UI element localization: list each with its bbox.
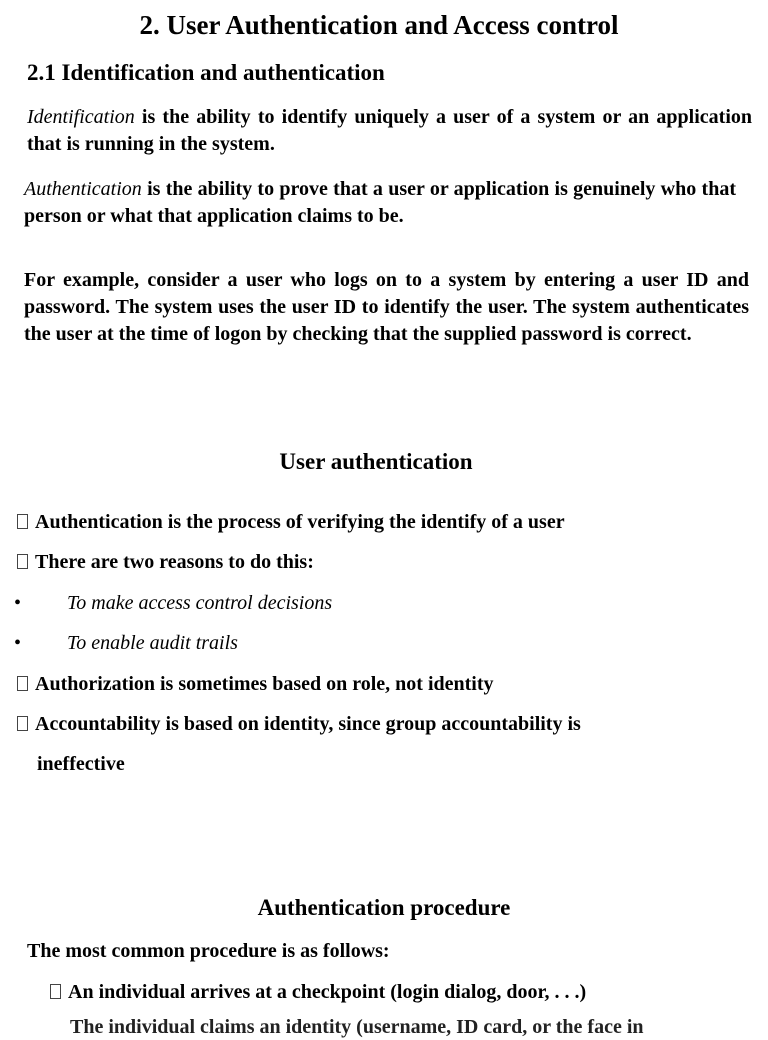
checkbox-bullet-icon	[17, 716, 28, 731]
authentication-text: is the ability to prove that a user or application is genuinely who that person or what that application claims to be.	[24, 178, 736, 227]
list-item-continuation: ineffective	[37, 753, 125, 775]
section-title-authentication-procedure: Authentication procedure	[257, 895, 511, 920]
checkbox-bullet-icon	[17, 514, 28, 529]
authentication-term: Authentication	[24, 178, 142, 200]
page-title: 2. User Authentication and Access control	[139, 10, 619, 40]
checkbox-bullet-icon	[17, 554, 28, 569]
section-title-user-authentication: User authentication	[279, 449, 473, 474]
dot-bullet-icon: •	[14, 592, 22, 614]
authentication-paragraph	[24, 176, 736, 230]
list-item: Authorization is sometimes based on role, not identity	[17, 671, 494, 697]
dot-bullet-icon: •	[14, 632, 22, 654]
list-item-cut-off: The individual claims an identity (username, ID card, or the face in	[70, 1016, 644, 1038]
identification-text: is the ability to identify uniquely a user of a system or an application that is running in the system.	[27, 106, 752, 155]
list-item: Accountability is based on identity, since group accountability is	[17, 711, 581, 737]
list-item: Authentication is the process of verifying the identify of a user	[17, 509, 565, 535]
checkbox-bullet-icon	[17, 676, 28, 691]
list-item: An individual arrives at a checkpoint (login dialog, door, . . .)	[50, 979, 586, 1005]
identification-paragraph	[27, 104, 752, 158]
example-paragraph: For example, consider a user who logs on to a system by entering a user ID and password. The system uses the user ID to identify the user. The system authenticates the user at the time of logon by checking that the supplied password is correct.	[24, 269, 749, 345]
checkbox-bullet-icon	[50, 984, 61, 999]
sub-list-item: To enable audit trails	[67, 632, 238, 654]
identification-term: Identification	[27, 106, 135, 128]
sub-list-item: To make access control decisions	[67, 592, 333, 614]
list-item: There are two reasons to do this:	[17, 549, 314, 575]
section-title-identification: 2.1 Identification and authentication	[27, 60, 385, 85]
procedure-intro: The most common procedure is as follows:	[27, 940, 390, 962]
